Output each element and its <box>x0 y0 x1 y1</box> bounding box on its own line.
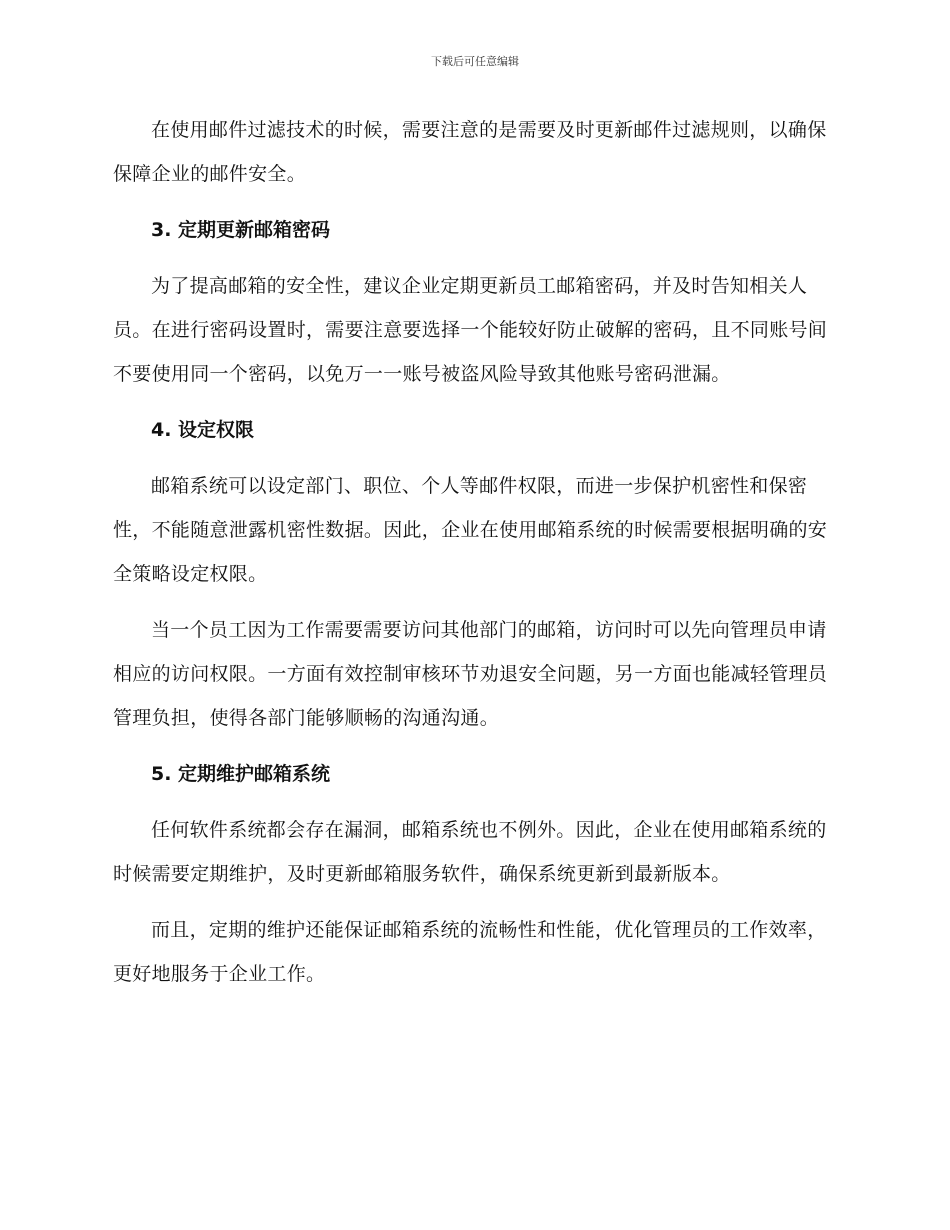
document-body <box>113 108 833 1008</box>
section-heading-permissions: 4. 设定权限 <box>151 419 255 441</box>
page-header: 下载后可任意编辑 <box>431 55 519 68</box>
paragraph-permissions: 邮箱系统可以设定部门、职位、个人等邮件权限，而进一步保护机密性和保密性，不能随意泄露机密性数据。因此，企业在使用邮箱系统的时候需要根据明确的安全策略设定权限。 <box>113 475 828 585</box>
paragraph-mail-filter-note: 在使用邮件过滤技术的时候，需要注意的是需要及时更新邮件过滤规则，以确保保障企业的邮件安全。 <box>113 119 827 185</box>
paragraph-maintenance-benefits: 而且，定期的维护还能保证邮箱系统的流畅性和性能，优化管理员的工作效率，更好地服务于企业工作。 <box>113 919 827 985</box>
paragraph-access-request: 当一个员工因为工作需要需要访问其他部门的邮箱，访问时可以先向管理员申请相应的访问权限。一方面有效控制审核环节劝退安全问题，另一方面也能减轻管理员管理负担，使得各部门能够顺畅的沟通沟通。 <box>113 619 828 729</box>
section-heading-maintenance: 5. 定期维护邮箱系统 <box>151 763 331 785</box>
paragraph-maintenance: 任何软件系统都会存在漏洞，邮箱系统也不例外。因此，企业在使用邮箱系统的时候需要定期维护，及时更新邮箱服务软件，确保系统更新到最新版本。 <box>113 819 827 885</box>
paragraph-password-update: 为了提高邮箱的安全性，建议企业定期更新员工邮箱密码，并及时告知相关人员。在进行密码设置时，需要注意要选择一个能较好防止破解的密码，且不同账号间不要使用同一个密码，以免万一一账号被盗风险导致其他账号密码泄漏。 <box>113 275 828 385</box>
section-heading-password: 3. 定期更新邮箱密码 <box>151 219 331 241</box>
